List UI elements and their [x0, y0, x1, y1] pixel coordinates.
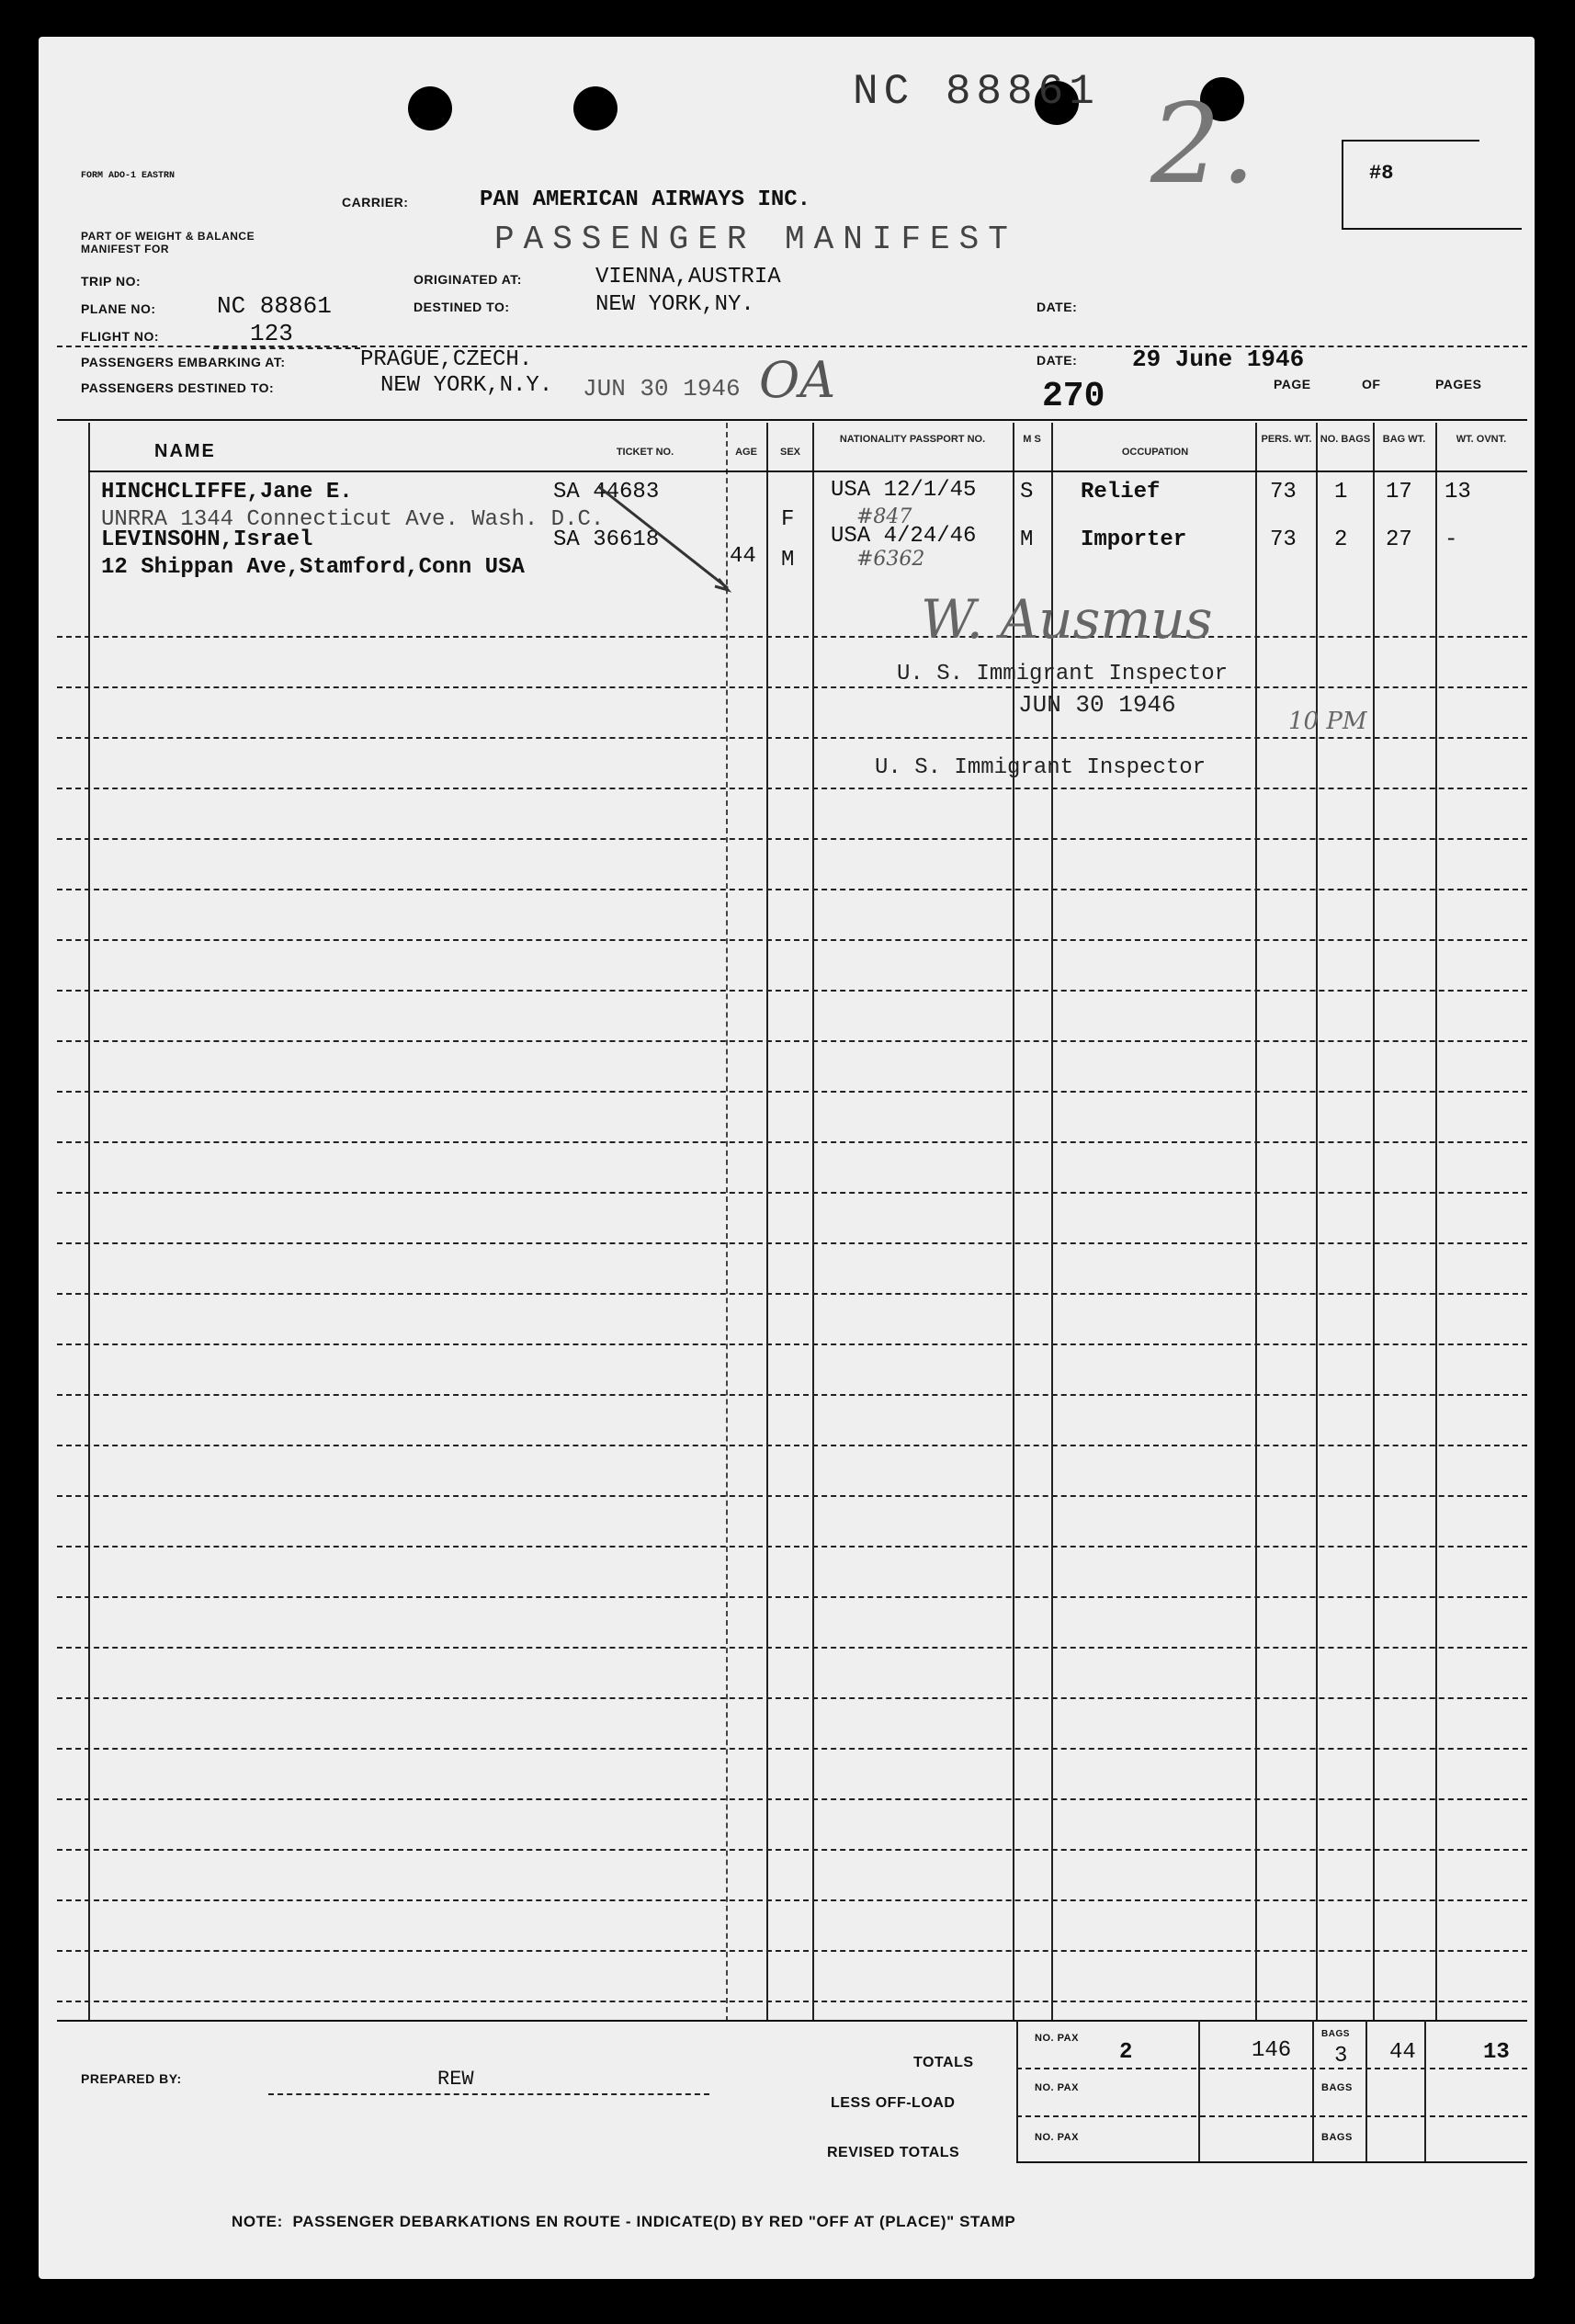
- row-rule: [57, 1647, 1527, 1649]
- passenger-sex: M: [781, 548, 795, 572]
- totals-pax: 2: [1119, 2040, 1133, 2065]
- marital-status: M: [1020, 527, 1034, 552]
- revised-totals-label: REVISED TOTALS: [827, 2145, 960, 2160]
- arrival-stamp: JUN 30 1946: [583, 375, 741, 402]
- passport-hand-note: #6362: [856, 548, 925, 571]
- row-rule: [57, 1192, 1527, 1194]
- col-pers-end: [1316, 423, 1318, 2022]
- col-header-sex: SEX: [779, 447, 800, 458]
- marital-status: S: [1020, 480, 1034, 504]
- occupation: Relief: [1081, 480, 1161, 504]
- passenger-address: UNRRA 1344 Connecticut Ave. Wash. D.C.: [101, 507, 605, 532]
- ticket-strike-mark: [590, 469, 737, 597]
- col-header-occupation: OCCUPATION: [1121, 447, 1189, 458]
- row-rule: [57, 1596, 1527, 1598]
- overnight-weight: 13: [1445, 480, 1471, 504]
- row-rule: [57, 1748, 1527, 1750]
- date2-value: 29 June 1946: [1132, 346, 1305, 373]
- row-rule: [57, 737, 1527, 739]
- row-rule: [57, 1899, 1527, 1901]
- bags-label: BAGS: [1321, 2082, 1353, 2093]
- punch-hole: [573, 86, 618, 130]
- destined-pass-value: NEW YORK,N.Y.: [380, 373, 553, 398]
- col-header-ticket: TICKET NO.: [616, 447, 674, 458]
- table-top-rule: [57, 419, 1527, 421]
- row-rule: [57, 1394, 1527, 1396]
- totals-divider: [1198, 2020, 1200, 2163]
- no-pax-label: NO. PAX: [1035, 2033, 1079, 2044]
- embarking-label: PASSENGERS EMBARKING AT:: [81, 355, 286, 369]
- less-offload-label: LESS OFF-LOAD: [831, 2095, 956, 2111]
- col-header-ms: M S: [1023, 434, 1041, 445]
- manifest-sheet: [39, 37, 1535, 2279]
- row-rule: [57, 1091, 1527, 1093]
- flight-underline: [213, 347, 360, 349]
- pers-weight: 73: [1270, 527, 1297, 552]
- originated-value: VIENNA,AUSTRIA: [595, 265, 781, 289]
- row-rule: [57, 1293, 1527, 1295]
- col-header-pers-wt: PERS. WT.: [1261, 434, 1312, 445]
- col-bagwt-end: [1435, 423, 1437, 2022]
- col-age-end: [766, 423, 768, 2022]
- bags-label: BAGS: [1321, 2132, 1353, 2143]
- flight-value: 123: [250, 320, 293, 347]
- no-pax-label: NO. PAX: [1035, 2132, 1079, 2143]
- totals-bottom-rule: [1016, 2161, 1527, 2163]
- header-bottom-rule: [88, 470, 1527, 472]
- row-rule: [57, 1697, 1527, 1699]
- passenger-name: LEVINSOHN,Israel: [101, 527, 313, 552]
- col-ticket-end: [726, 423, 728, 2022]
- plane-value: NC 88861: [217, 292, 332, 320]
- row-rule: [57, 1445, 1527, 1446]
- bag-count: 1: [1334, 480, 1348, 504]
- totals-divider: [1365, 2020, 1367, 2163]
- row-rule: [57, 1546, 1527, 1547]
- passenger-name: HINCHCLIFFE,Jane E.: [101, 480, 353, 504]
- passenger-address: 12 Shippan Ave,Stamford,Conn USA: [101, 555, 525, 580]
- embarking-value: PRAGUE,CZECH.: [360, 347, 533, 372]
- row-rule: [57, 1950, 1527, 1952]
- pers-weight: 73: [1270, 480, 1297, 504]
- col-left-border: [88, 423, 90, 2022]
- footer-note: NOTE: PASSENGER DEBARKATIONS EN ROUTE - INDICATE(D) BY RED "OFF AT (PLACE)" STAMP: [232, 2213, 1016, 2230]
- row-rule: [57, 1849, 1527, 1851]
- page-title: PASSENGER MANIFEST: [494, 221, 1017, 258]
- passenger-sex: F: [781, 507, 795, 532]
- registration-number: NC 88861: [853, 68, 1100, 116]
- of-label: OF: [1362, 377, 1381, 391]
- inspector-signature: W. Ausmus: [921, 588, 1213, 651]
- passport-info: USA 12/1/45: [831, 478, 977, 503]
- col-header-bag-wt: BAG WT.: [1382, 434, 1426, 445]
- trip-label: TRIP NO:: [81, 274, 142, 289]
- originated-label: ORIGINATED AT:: [414, 272, 522, 287]
- col-header-no-bags: NO. BAGS: [1320, 434, 1371, 445]
- inspector-title-2: U. S. Immigrant Inspector: [875, 755, 1207, 780]
- row-rule: [57, 1798, 1527, 1800]
- part-of-label: PART OF WEIGHT & BALANCE MANIFEST FOR: [81, 230, 255, 255]
- inspector-title: U. S. Immigrant Inspector: [897, 662, 1229, 686]
- totals-overnight-weight: 13: [1483, 2040, 1510, 2065]
- row-rule: [57, 889, 1527, 890]
- row-rule: [57, 1495, 1527, 1497]
- row-rule: [57, 1343, 1527, 1345]
- pages-label: PAGES: [1435, 377, 1482, 391]
- prepared-underline: [268, 2093, 709, 2095]
- inspector-stamp-date: JUN 30 1946: [1018, 691, 1176, 719]
- box-number: #8: [1369, 162, 1394, 185]
- form-code: FORM ADO-1 EASTRN: [81, 171, 176, 181]
- passport-info: USA 4/24/46: [831, 524, 977, 549]
- row-rule: [57, 838, 1527, 840]
- totals-top-rule: [57, 2020, 1527, 2022]
- occupation: Importer: [1081, 527, 1187, 552]
- destined-value: NEW YORK,NY.: [595, 292, 754, 317]
- destined-label: DESTINED TO:: [414, 300, 510, 314]
- row-rule: [57, 990, 1527, 992]
- passenger-age: 44: [730, 544, 756, 569]
- page-label: PAGE: [1274, 377, 1311, 391]
- totals-row-rule: [1016, 2115, 1527, 2117]
- col-sex-end: [812, 423, 814, 2022]
- corner-box-side: [1342, 140, 1343, 228]
- col-occ-end: [1255, 423, 1257, 2022]
- totals-divider: [1312, 2020, 1314, 2163]
- bags-label: BAGS: [1321, 2029, 1350, 2039]
- carrier-label: CARRIER:: [342, 195, 409, 210]
- row-rule: [57, 636, 1527, 638]
- plane-label: PLANE NO:: [81, 301, 156, 316]
- col-header-nationality: NATIONALITY PASSPORT NO.: [839, 434, 986, 445]
- bag-weight: 17: [1386, 480, 1412, 504]
- totals-bags: 3: [1334, 2044, 1348, 2069]
- bag-weight: 27: [1386, 527, 1412, 552]
- col-header-wt-ovnt: WT. OVNT.: [1456, 434, 1507, 445]
- corner-box-bottom: [1342, 228, 1522, 230]
- hand-mark: OA: [759, 351, 836, 409]
- totals-bag-weight: 44: [1389, 2040, 1416, 2065]
- date2-label: DATE:: [1037, 353, 1078, 368]
- date-label: DATE:: [1037, 300, 1078, 314]
- carrier-value: PAN AMERICAN AIRWAYS INC.: [480, 187, 811, 212]
- prepared-label: PREPARED BY:: [81, 2071, 182, 2086]
- totals-row-rule: [1016, 2068, 1527, 2069]
- time-note: 10 PM: [1288, 708, 1367, 735]
- passport-hand-note: #847: [856, 505, 912, 528]
- col-header-name: NAME: [154, 441, 216, 461]
- row-rule: [57, 1141, 1527, 1143]
- totals-divider: [1424, 2020, 1426, 2163]
- destined-pass-label: PASSENGERS DESTINED TO:: [81, 380, 275, 395]
- corner-box-top: [1342, 140, 1479, 142]
- punch-hole: [408, 86, 452, 130]
- row-rule: [57, 1040, 1527, 1042]
- page-mark: 2.: [1150, 81, 1256, 209]
- overnight-weight: -: [1445, 527, 1458, 552]
- flight-label: FLIGHT NO:: [81, 329, 160, 344]
- row-rule: [57, 1242, 1527, 1244]
- col-bags-end: [1373, 423, 1375, 2022]
- no-pax-label: NO. PAX: [1035, 2082, 1079, 2093]
- totals-label: TOTALS: [913, 2055, 974, 2070]
- ticket-number: SA 36618: [553, 527, 660, 552]
- row-rule: [57, 686, 1527, 688]
- row-rule: [57, 939, 1527, 941]
- prepared-value: REW: [437, 2068, 474, 2091]
- col-header-age: AGE: [735, 447, 757, 458]
- totals-pers-weight: 146: [1252, 2038, 1292, 2063]
- page-number: 270: [1042, 377, 1105, 416]
- ticket-number: SA 44683: [553, 480, 660, 504]
- row-rule: [57, 788, 1527, 789]
- header-rule: [57, 346, 1527, 347]
- totals-box-left: [1016, 2020, 1018, 2163]
- row-rule: [57, 2001, 1527, 2002]
- bag-count: 2: [1334, 527, 1348, 552]
